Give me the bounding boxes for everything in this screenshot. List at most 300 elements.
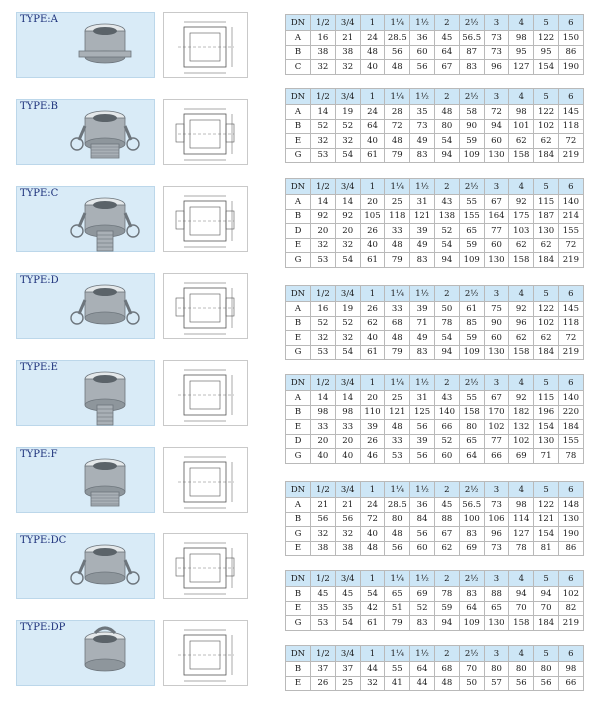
header-cell: 5 xyxy=(534,89,559,105)
table-row xyxy=(286,449,584,464)
value-cell: 26 xyxy=(311,676,336,691)
value-cell: 60 xyxy=(410,45,435,60)
header-cell: 1 xyxy=(360,646,385,662)
header-cell: 2 xyxy=(434,375,459,391)
table-row xyxy=(286,512,584,527)
value-cell: 64 xyxy=(360,119,385,134)
value-cell: 79 xyxy=(385,345,410,360)
value-cell: 78 xyxy=(509,541,534,556)
value-cell: 33 xyxy=(335,420,360,435)
value-cell: 56.5 xyxy=(459,498,484,513)
value-cell: 54 xyxy=(434,134,459,149)
value-cell: 48 xyxy=(434,676,459,691)
value-cell: 103 xyxy=(509,224,534,239)
dimension-code-cell: B xyxy=(286,316,311,331)
type-label: TYPE:B xyxy=(20,101,59,112)
value-cell: 109 xyxy=(459,345,484,360)
header-cell: 2½ xyxy=(459,89,484,105)
header-cell: DN xyxy=(286,571,311,587)
dimension-table xyxy=(285,88,584,163)
value-cell: 38 xyxy=(311,45,336,60)
table-header-row xyxy=(286,286,584,302)
value-cell: 130 xyxy=(484,345,509,360)
value-cell: 158 xyxy=(509,253,534,268)
header-cell: 1¼ xyxy=(385,482,410,498)
header-cell: 2½ xyxy=(459,179,484,195)
technical-drawing-graphic xyxy=(164,361,249,427)
value-cell: 56 xyxy=(385,541,410,556)
value-cell: 33 xyxy=(385,302,410,317)
value-cell: 79 xyxy=(385,148,410,163)
header-cell: 3 xyxy=(484,179,509,195)
header-cell: 4 xyxy=(509,179,534,195)
value-cell: 148 xyxy=(558,498,583,513)
value-cell: 67 xyxy=(484,195,509,210)
value-cell: 35 xyxy=(335,601,360,616)
dimension-code-cell: B xyxy=(286,405,311,420)
value-cell: 220 xyxy=(558,405,583,420)
dimension-code-cell: G xyxy=(286,527,311,542)
value-cell: 150 xyxy=(558,31,583,46)
value-cell: 31 xyxy=(410,391,435,406)
value-cell: 55 xyxy=(459,195,484,210)
value-cell: 14 xyxy=(335,195,360,210)
value-cell: 80 xyxy=(385,512,410,527)
value-cell: 28.5 xyxy=(385,31,410,46)
value-cell: 130 xyxy=(534,434,559,449)
value-cell: 155 xyxy=(459,209,484,224)
value-cell: 54 xyxy=(335,148,360,163)
dimension-code-cell: D xyxy=(286,224,311,239)
value-cell: 68 xyxy=(385,316,410,331)
value-cell: 114 xyxy=(509,512,534,527)
value-cell: 109 xyxy=(459,148,484,163)
value-cell: 38 xyxy=(311,541,336,556)
value-cell: 32 xyxy=(335,527,360,542)
value-cell: 40 xyxy=(335,449,360,464)
dimension-code-cell: G xyxy=(286,345,311,360)
value-cell: 98 xyxy=(509,498,534,513)
value-cell: 60 xyxy=(484,331,509,346)
value-cell: 164 xyxy=(484,209,509,224)
value-cell: 154 xyxy=(534,420,559,435)
value-cell: 130 xyxy=(484,253,509,268)
dimension-code-cell: C xyxy=(286,60,311,75)
dimension-drawing xyxy=(163,186,248,252)
value-cell: 130 xyxy=(484,148,509,163)
header-cell: DN xyxy=(286,89,311,105)
value-cell: 33 xyxy=(311,420,336,435)
dimension-code-cell: G xyxy=(286,616,311,631)
header-cell: 1¼ xyxy=(385,375,410,391)
value-cell: 115 xyxy=(534,391,559,406)
header-cell: 5 xyxy=(534,375,559,391)
value-cell: 56.5 xyxy=(459,31,484,46)
value-cell: 45 xyxy=(335,587,360,602)
header-cell: 2 xyxy=(434,15,459,31)
value-cell: 41 xyxy=(385,676,410,691)
table-row xyxy=(286,676,584,691)
value-cell: 45 xyxy=(311,587,336,602)
value-cell: 70 xyxy=(459,662,484,677)
value-cell: 83 xyxy=(459,60,484,75)
value-cell: 62 xyxy=(360,316,385,331)
header-cell: 1¼ xyxy=(385,179,410,195)
header-cell: 6 xyxy=(558,375,583,391)
dimension-drawing xyxy=(163,12,248,78)
value-cell: 32 xyxy=(311,238,336,253)
header-cell: 1½ xyxy=(410,15,435,31)
value-cell: 59 xyxy=(434,601,459,616)
value-cell: 36 xyxy=(410,31,435,46)
value-cell: 56 xyxy=(410,60,435,75)
header-cell: 3/4 xyxy=(335,482,360,498)
value-cell: 54 xyxy=(335,253,360,268)
value-cell: 72 xyxy=(558,331,583,346)
coupling-photo xyxy=(16,360,155,426)
header-cell: 1/2 xyxy=(311,482,336,498)
value-cell: 32 xyxy=(335,331,360,346)
value-cell: 53 xyxy=(385,449,410,464)
dimension-code-cell: B xyxy=(286,662,311,677)
value-cell: 94 xyxy=(509,587,534,602)
value-cell: 44 xyxy=(410,676,435,691)
value-cell: 65 xyxy=(459,434,484,449)
value-cell: 62 xyxy=(534,134,559,149)
value-cell: 121 xyxy=(410,209,435,224)
value-cell: 21 xyxy=(311,498,336,513)
value-cell: 40 xyxy=(360,134,385,149)
value-cell: 26 xyxy=(360,224,385,239)
value-cell: 56 xyxy=(410,449,435,464)
table-row xyxy=(286,587,584,602)
header-cell: 1½ xyxy=(410,179,435,195)
value-cell: 154 xyxy=(534,60,559,75)
value-cell: 53 xyxy=(311,253,336,268)
value-cell: 70 xyxy=(534,601,559,616)
header-cell: 1/2 xyxy=(311,646,336,662)
value-cell: 66 xyxy=(434,420,459,435)
header-cell: 3/4 xyxy=(335,15,360,31)
header-cell: 2 xyxy=(434,482,459,498)
value-cell: 24 xyxy=(360,105,385,120)
header-cell: 5 xyxy=(534,646,559,662)
table-row xyxy=(286,391,584,406)
dimension-code-cell: E xyxy=(286,601,311,616)
value-cell: 66 xyxy=(484,449,509,464)
table-row xyxy=(286,195,584,210)
coupling-photo xyxy=(16,273,155,339)
value-cell: 48 xyxy=(434,105,459,120)
value-cell: 92 xyxy=(509,195,534,210)
value-cell: 32 xyxy=(360,676,385,691)
dimension-table xyxy=(285,285,584,360)
dimension-table xyxy=(285,178,584,268)
value-cell: 48 xyxy=(385,527,410,542)
value-cell: 122 xyxy=(534,31,559,46)
value-cell: 83 xyxy=(410,345,435,360)
value-cell: 54 xyxy=(335,616,360,631)
value-cell: 39 xyxy=(410,224,435,239)
header-cell: 2 xyxy=(434,646,459,662)
coupling-photo xyxy=(16,620,155,686)
value-cell: 95 xyxy=(534,45,559,60)
value-cell: 28 xyxy=(385,105,410,120)
value-cell: 184 xyxy=(558,420,583,435)
header-cell: 1½ xyxy=(410,482,435,498)
value-cell: 56 xyxy=(311,512,336,527)
value-cell: 45 xyxy=(434,31,459,46)
value-cell: 184 xyxy=(534,345,559,360)
dimension-code-cell: A xyxy=(286,31,311,46)
header-cell: 3 xyxy=(484,571,509,587)
value-cell: 48 xyxy=(360,45,385,60)
value-cell: 73 xyxy=(484,498,509,513)
table-row xyxy=(286,134,584,149)
value-cell: 14 xyxy=(311,195,336,210)
header-cell: 1¼ xyxy=(385,89,410,105)
value-cell: 33 xyxy=(385,224,410,239)
table-row xyxy=(286,420,584,435)
header-cell: 4 xyxy=(509,571,534,587)
table-row xyxy=(286,302,584,317)
value-cell: 68 xyxy=(434,662,459,677)
value-cell: 20 xyxy=(335,224,360,239)
table-row xyxy=(286,253,584,268)
value-cell: 75 xyxy=(484,302,509,317)
value-cell: 48 xyxy=(385,420,410,435)
coupling-photo xyxy=(16,99,155,165)
value-cell: 35 xyxy=(410,105,435,120)
value-cell: 39 xyxy=(410,434,435,449)
type-label: TYPE:F xyxy=(20,449,58,460)
value-cell: 51 xyxy=(385,601,410,616)
value-cell: 32 xyxy=(311,134,336,149)
table-header-row xyxy=(286,571,584,587)
dimension-code-cell: E xyxy=(286,676,311,691)
value-cell: 40 xyxy=(360,60,385,75)
value-cell: 125 xyxy=(410,405,435,420)
value-cell: 102 xyxy=(534,119,559,134)
value-cell: 56 xyxy=(534,676,559,691)
value-cell: 90 xyxy=(459,119,484,134)
header-cell: 2 xyxy=(434,89,459,105)
value-cell: 219 xyxy=(558,345,583,360)
value-cell: 140 xyxy=(558,391,583,406)
value-cell: 78 xyxy=(434,587,459,602)
value-cell: 35 xyxy=(311,601,336,616)
value-cell: 80 xyxy=(484,662,509,677)
technical-drawing-graphic xyxy=(164,621,249,687)
value-cell: 20 xyxy=(311,224,336,239)
value-cell: 52 xyxy=(434,224,459,239)
coupling-photo xyxy=(16,533,155,599)
dimension-code-cell: G xyxy=(286,148,311,163)
value-cell: 158 xyxy=(459,405,484,420)
value-cell: 98 xyxy=(311,405,336,420)
value-cell: 80 xyxy=(509,662,534,677)
value-cell: 122 xyxy=(534,498,559,513)
value-cell: 32 xyxy=(311,60,336,75)
value-cell: 25 xyxy=(335,676,360,691)
value-cell: 32 xyxy=(311,527,336,542)
value-cell: 69 xyxy=(459,541,484,556)
dimension-drawing xyxy=(163,99,248,165)
value-cell: 79 xyxy=(385,616,410,631)
value-cell: 56 xyxy=(335,512,360,527)
value-cell: 62 xyxy=(509,134,534,149)
value-cell: 73 xyxy=(484,541,509,556)
value-cell: 37 xyxy=(335,662,360,677)
value-cell: 84 xyxy=(410,512,435,527)
table-header-row xyxy=(286,646,584,662)
dimension-table xyxy=(285,374,584,464)
value-cell: 98 xyxy=(335,405,360,420)
value-cell: 59 xyxy=(459,134,484,149)
header-cell: 1½ xyxy=(410,375,435,391)
value-cell: 132 xyxy=(509,420,534,435)
header-cell: 3/4 xyxy=(335,286,360,302)
value-cell: 25 xyxy=(385,195,410,210)
value-cell: 46 xyxy=(360,449,385,464)
value-cell: 118 xyxy=(385,209,410,224)
table-row xyxy=(286,434,584,449)
header-cell: DN xyxy=(286,375,311,391)
header-cell: 4 xyxy=(509,15,534,31)
value-cell: 67 xyxy=(434,527,459,542)
value-cell: 101 xyxy=(509,119,534,134)
dimension-code-cell: A xyxy=(286,195,311,210)
value-cell: 72 xyxy=(558,238,583,253)
dimension-table xyxy=(285,14,584,75)
value-cell: 62 xyxy=(434,541,459,556)
value-cell: 94 xyxy=(434,616,459,631)
header-cell: 5 xyxy=(534,482,559,498)
value-cell: 196 xyxy=(534,405,559,420)
value-cell: 73 xyxy=(410,119,435,134)
value-cell: 60 xyxy=(434,449,459,464)
value-cell: 122 xyxy=(534,302,559,317)
value-cell: 140 xyxy=(558,195,583,210)
dimension-code-cell: B xyxy=(286,512,311,527)
value-cell: 14 xyxy=(311,391,336,406)
value-cell: 130 xyxy=(534,224,559,239)
header-cell: DN xyxy=(286,646,311,662)
value-cell: 98 xyxy=(509,105,534,120)
value-cell: 25 xyxy=(385,391,410,406)
value-cell: 98 xyxy=(509,31,534,46)
value-cell: 118 xyxy=(558,316,583,331)
dimension-code-cell: B xyxy=(286,45,311,60)
value-cell: 110 xyxy=(360,405,385,420)
value-cell: 86 xyxy=(558,45,583,60)
header-cell: 6 xyxy=(558,15,583,31)
header-cell: 3 xyxy=(484,375,509,391)
header-cell: 2 xyxy=(434,571,459,587)
dimension-drawing xyxy=(163,360,248,426)
value-cell: 52 xyxy=(335,316,360,331)
value-cell: 155 xyxy=(558,224,583,239)
value-cell: 170 xyxy=(484,405,509,420)
value-cell: 60 xyxy=(484,238,509,253)
value-cell: 24 xyxy=(360,31,385,46)
value-cell: 121 xyxy=(534,512,559,527)
table-header-row xyxy=(286,375,584,391)
header-cell: 3/4 xyxy=(335,179,360,195)
value-cell: 62 xyxy=(534,238,559,253)
header-cell: 1/2 xyxy=(311,375,336,391)
value-cell: 64 xyxy=(410,662,435,677)
value-cell: 21 xyxy=(335,498,360,513)
table-row xyxy=(286,601,584,616)
value-cell: 33 xyxy=(385,434,410,449)
table-row xyxy=(286,316,584,331)
value-cell: 26 xyxy=(360,434,385,449)
value-cell: 40 xyxy=(360,527,385,542)
value-cell: 61 xyxy=(360,253,385,268)
type-label: TYPE:A xyxy=(20,14,58,25)
value-cell: 92 xyxy=(311,209,336,224)
value-cell: 105 xyxy=(360,209,385,224)
value-cell: 72 xyxy=(360,512,385,527)
value-cell: 127 xyxy=(509,60,534,75)
value-cell: 56 xyxy=(410,527,435,542)
header-cell: 4 xyxy=(509,646,534,662)
value-cell: 42 xyxy=(360,601,385,616)
dimension-code-cell: E xyxy=(286,238,311,253)
value-cell: 14 xyxy=(335,391,360,406)
value-cell: 61 xyxy=(360,616,385,631)
value-cell: 109 xyxy=(459,616,484,631)
value-cell: 106 xyxy=(484,512,509,527)
value-cell: 39 xyxy=(360,420,385,435)
table-row xyxy=(286,224,584,239)
dimension-code-cell: D xyxy=(286,434,311,449)
value-cell: 94 xyxy=(534,587,559,602)
value-cell: 90 xyxy=(484,316,509,331)
value-cell: 145 xyxy=(558,105,583,120)
value-cell: 40 xyxy=(311,449,336,464)
dimension-code-cell: E xyxy=(286,420,311,435)
value-cell: 96 xyxy=(484,527,509,542)
value-cell: 83 xyxy=(459,527,484,542)
value-cell: 45 xyxy=(434,498,459,513)
value-cell: 92 xyxy=(509,391,534,406)
header-cell: 1 xyxy=(360,286,385,302)
header-cell: 3 xyxy=(484,646,509,662)
value-cell: 182 xyxy=(509,405,534,420)
value-cell: 55 xyxy=(459,391,484,406)
table-row xyxy=(286,405,584,420)
value-cell: 43 xyxy=(434,391,459,406)
type-label: TYPE:D xyxy=(20,275,59,286)
value-cell: 102 xyxy=(558,587,583,602)
value-cell: 56 xyxy=(385,45,410,60)
value-cell: 158 xyxy=(509,148,534,163)
header-cell: DN xyxy=(286,482,311,498)
dimension-code-cell: E xyxy=(286,134,311,149)
value-cell: 80 xyxy=(434,119,459,134)
value-cell: 52 xyxy=(410,601,435,616)
dimension-drawing xyxy=(163,447,248,513)
value-cell: 48 xyxy=(385,60,410,75)
header-cell: 1/2 xyxy=(311,89,336,105)
value-cell: 72 xyxy=(558,134,583,149)
value-cell: 44 xyxy=(360,662,385,677)
value-cell: 54 xyxy=(335,345,360,360)
value-cell: 83 xyxy=(459,587,484,602)
value-cell: 62 xyxy=(509,331,534,346)
